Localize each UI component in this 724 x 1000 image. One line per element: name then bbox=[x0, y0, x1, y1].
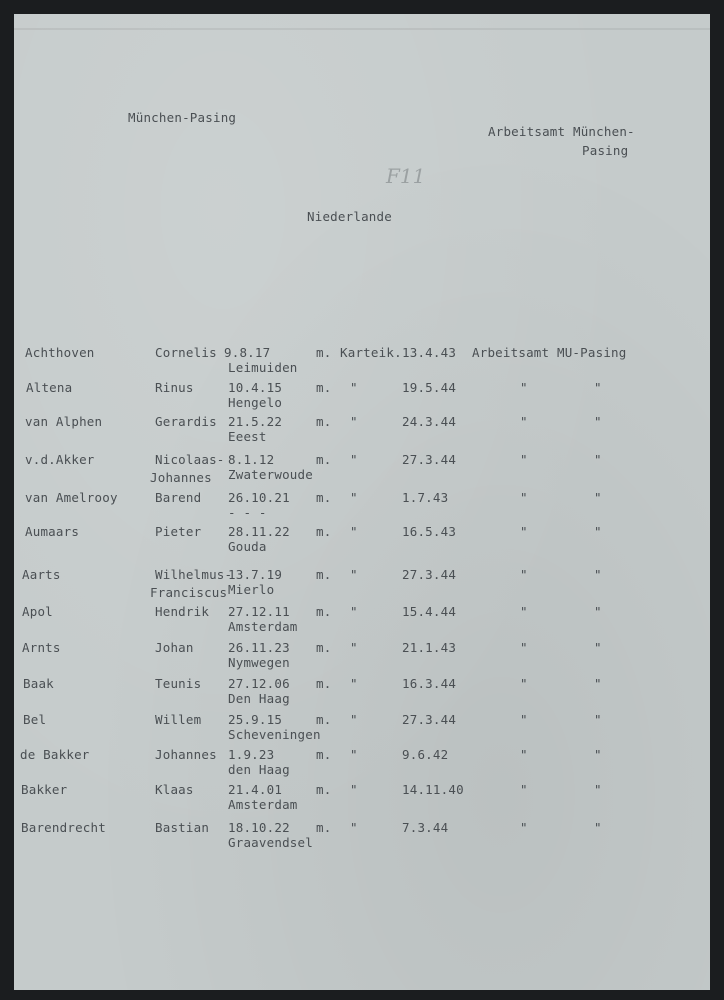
registry-status: " bbox=[350, 640, 358, 655]
birthplace: Graavendsel bbox=[228, 835, 313, 850]
birth-date: 8.1.12 bbox=[228, 452, 275, 467]
birth-date: 26.10.21 bbox=[228, 490, 290, 505]
labour-office: " bbox=[520, 604, 528, 619]
pencil-annotation: F11 bbox=[386, 164, 426, 188]
birthplace: Leimuiden bbox=[228, 360, 298, 375]
given-name: Hendrik bbox=[155, 604, 210, 619]
sex: m. bbox=[316, 747, 332, 762]
ditto-mark: " bbox=[594, 490, 602, 505]
given-name: Bastian bbox=[155, 820, 210, 835]
registration-date: 13.4.43 bbox=[402, 345, 457, 360]
ditto-mark: " bbox=[594, 414, 602, 429]
given-name: Pieter bbox=[155, 524, 202, 539]
registry-status: " bbox=[350, 676, 358, 691]
ditto-mark: " bbox=[594, 452, 602, 467]
labour-office: " bbox=[520, 747, 528, 762]
birth-date: 26.11.23 bbox=[228, 640, 290, 655]
labour-office: " bbox=[520, 782, 528, 797]
registry-status: " bbox=[350, 567, 358, 582]
given-name-continued: Johannes bbox=[150, 470, 212, 485]
surname: Bel bbox=[23, 712, 47, 727]
ditto-mark: " bbox=[594, 524, 602, 539]
given-name: Rinus bbox=[155, 380, 194, 395]
ditto-mark: " bbox=[594, 820, 602, 835]
birthplace: Amsterdam bbox=[228, 619, 298, 634]
sex: m. bbox=[316, 380, 332, 395]
surname: Barendrecht bbox=[21, 820, 106, 835]
registration-date: 27.3.44 bbox=[402, 452, 457, 467]
birth-date: 27.12.06 bbox=[228, 676, 290, 691]
registration-date: 16.5.43 bbox=[402, 524, 457, 539]
sex: m. bbox=[316, 712, 332, 727]
registration-date: 1.7.43 bbox=[402, 490, 449, 505]
birthplace: Hengelo bbox=[228, 395, 283, 410]
sender-location: München-Pasing bbox=[128, 110, 237, 125]
paper-fold bbox=[14, 28, 710, 30]
sex: m. bbox=[316, 345, 332, 360]
labour-office: " bbox=[520, 567, 528, 582]
given-name: Nicolaas- bbox=[155, 452, 225, 467]
registry-status: " bbox=[350, 747, 358, 762]
birthplace: Den Haag bbox=[228, 691, 290, 706]
surname: Baak bbox=[23, 676, 54, 691]
labour-office: " bbox=[520, 490, 528, 505]
registration-date: 27.3.44 bbox=[402, 567, 457, 582]
registry-status: " bbox=[350, 712, 358, 727]
labour-office: " bbox=[520, 380, 528, 395]
ditto-mark: " bbox=[594, 640, 602, 655]
registration-date: 27.3.44 bbox=[402, 712, 457, 727]
registry-status: Karteik. bbox=[340, 345, 402, 360]
given-name-continued: Franciscus bbox=[150, 585, 228, 600]
ditto-mark: " bbox=[594, 782, 602, 797]
surname: Aumaars bbox=[25, 524, 80, 539]
registry-status: " bbox=[350, 782, 358, 797]
labour-office: " bbox=[520, 524, 528, 539]
birth-date: 28.11.22 bbox=[228, 524, 290, 539]
birthplace: den Haag bbox=[228, 762, 290, 777]
ditto-mark: " bbox=[594, 604, 602, 619]
labour-office: " bbox=[520, 452, 528, 467]
surname: Achthoven bbox=[25, 345, 95, 360]
given-name: Johannes bbox=[155, 747, 217, 762]
given-name: Barend bbox=[155, 490, 202, 505]
office-name-line2: Pasing bbox=[582, 143, 629, 158]
birth-date: 13.7.19 bbox=[228, 567, 283, 582]
given-name: Wilhelmus- bbox=[155, 567, 233, 582]
sex: m. bbox=[316, 782, 332, 797]
surname: van Alphen bbox=[25, 414, 103, 429]
sex: m. bbox=[316, 490, 332, 505]
sex: m. bbox=[316, 524, 332, 539]
registration-date: 19.5.44 bbox=[402, 380, 457, 395]
given-name: Willem bbox=[155, 712, 202, 727]
birthplace: Zwaterwoude bbox=[228, 467, 313, 482]
sex: m. bbox=[316, 676, 332, 691]
labour-office: " bbox=[520, 414, 528, 429]
registry-status: " bbox=[350, 604, 358, 619]
surname: v.d.Akker bbox=[25, 452, 95, 467]
registration-date: 21.1.43 bbox=[402, 640, 457, 655]
registration-date: 24.3.44 bbox=[402, 414, 457, 429]
sex: m. bbox=[316, 452, 332, 467]
office-name-line1: Arbeitsamt München- bbox=[488, 124, 635, 139]
given-name: Teunis bbox=[155, 676, 202, 691]
surname: de Bakker bbox=[20, 747, 90, 762]
registry-status: " bbox=[350, 380, 358, 395]
surname: Bakker bbox=[21, 782, 68, 797]
birthplace: Eeest bbox=[228, 429, 267, 444]
given-name: Klaas bbox=[155, 782, 194, 797]
registration-date: 16.3.44 bbox=[402, 676, 457, 691]
birth-date: 21.4.01 bbox=[228, 782, 283, 797]
surname: Altena bbox=[26, 380, 73, 395]
ditto-mark: " bbox=[594, 712, 602, 727]
country-heading: Niederlande bbox=[307, 209, 392, 224]
labour-office: " bbox=[520, 712, 528, 727]
given-name: Johan bbox=[155, 640, 194, 655]
surname: Aarts bbox=[22, 567, 61, 582]
birthplace: Nymwegen bbox=[228, 655, 290, 670]
birthplace: Amsterdam bbox=[228, 797, 298, 812]
sex: m. bbox=[316, 604, 332, 619]
registry-status: " bbox=[350, 820, 358, 835]
birth-date: 10.4.15 bbox=[228, 380, 283, 395]
registration-date: 7.3.44 bbox=[402, 820, 449, 835]
sex: m. bbox=[316, 414, 332, 429]
birthplace: - - - bbox=[228, 505, 267, 520]
given-name: Gerardis bbox=[155, 414, 217, 429]
registration-date: 9.6.42 bbox=[402, 747, 449, 762]
registry-status: " bbox=[350, 490, 358, 505]
birthplace: Gouda bbox=[228, 539, 267, 554]
sex: m. bbox=[316, 820, 332, 835]
birth-date: 27.12.11 bbox=[228, 604, 290, 619]
surname: Apol bbox=[22, 604, 53, 619]
ditto-mark: " bbox=[594, 567, 602, 582]
ditto-mark: " bbox=[594, 676, 602, 691]
birth-date: 9.8.17 bbox=[224, 345, 271, 360]
birth-date: 18.10.22 bbox=[228, 820, 290, 835]
ditto-mark: " bbox=[594, 747, 602, 762]
labour-office: Arbeitsamt MU-Pasing bbox=[472, 345, 627, 360]
surname: Arnts bbox=[22, 640, 61, 655]
birthplace: Scheveningen bbox=[228, 727, 321, 742]
ditto-mark: " bbox=[594, 380, 602, 395]
sex: m. bbox=[316, 640, 332, 655]
birth-date: 21.5.22 bbox=[228, 414, 283, 429]
registry-status: " bbox=[350, 414, 358, 429]
registration-date: 14.11.40 bbox=[402, 782, 464, 797]
labour-office: " bbox=[520, 820, 528, 835]
surname: van Amelrooy bbox=[25, 490, 118, 505]
document-page bbox=[14, 14, 710, 990]
registry-status: " bbox=[350, 452, 358, 467]
given-name: Cornelis bbox=[155, 345, 217, 360]
registry-status: " bbox=[350, 524, 358, 539]
birthplace: Mierlo bbox=[228, 582, 275, 597]
birth-date: 25.9.15 bbox=[228, 712, 283, 727]
birth-date: 1.9.23 bbox=[228, 747, 275, 762]
registration-date: 15.4.44 bbox=[402, 604, 457, 619]
labour-office: " bbox=[520, 676, 528, 691]
labour-office: " bbox=[520, 640, 528, 655]
sex: m. bbox=[316, 567, 332, 582]
